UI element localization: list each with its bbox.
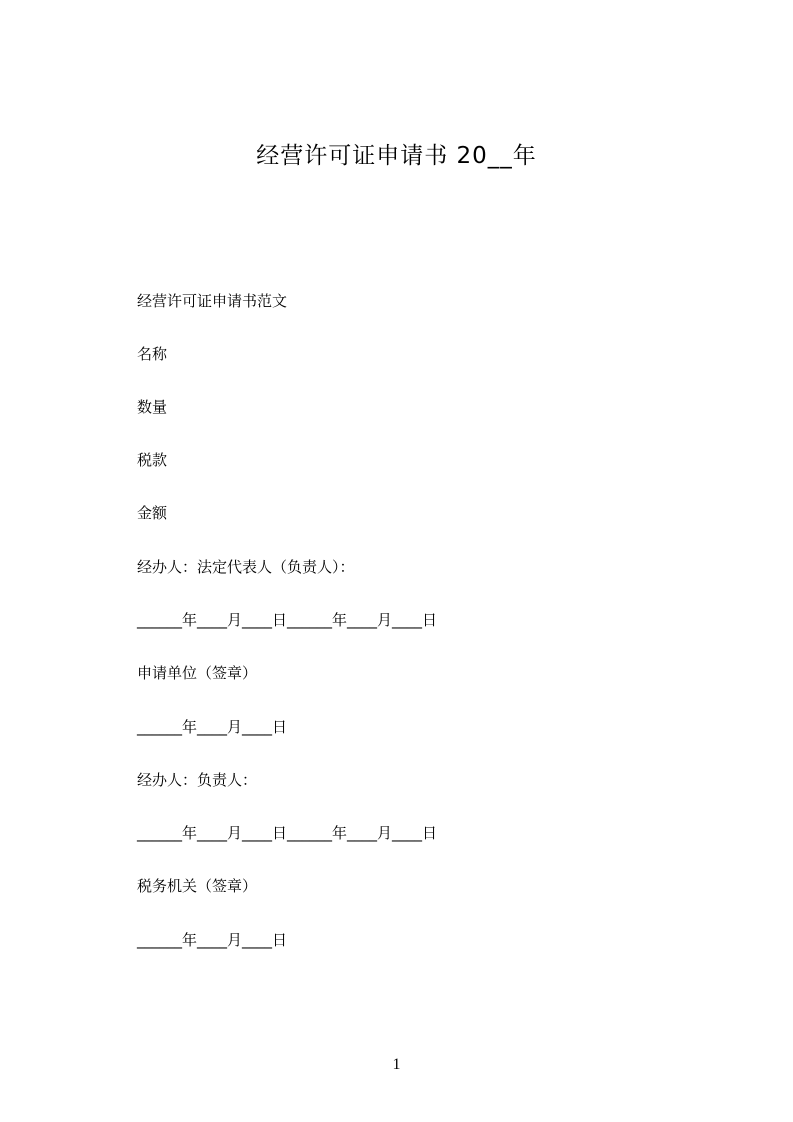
page-number: 1: [392, 1056, 401, 1073]
tax-authority-seal-line: 税务机关（签章）: [137, 877, 258, 895]
date-line-double: ______年____月____日______年____月____日: [137, 824, 438, 842]
applicant-seal-line: 申请单位（签章）: [137, 664, 258, 682]
field-amount-label: 金额: [137, 504, 168, 522]
document-title: 经营许可证申请书 20__年: [256, 143, 537, 169]
field-tax-label: 税款: [137, 451, 168, 469]
field-name-label: 名称: [137, 345, 168, 363]
date-line-single: ______年____月____日: [137, 931, 288, 949]
handler-representative-line: 经办人：法定代表人（负责人）：: [137, 558, 355, 576]
handler-responsible-line: 经办人：负责人：: [137, 771, 258, 789]
subtitle-line: 经营许可证申请书范文: [137, 292, 288, 310]
field-quantity-label: 数量: [137, 398, 168, 416]
date-line-double: ______年____月____日______年____月____日: [137, 611, 438, 629]
date-line-single: ______年____月____日: [137, 718, 288, 736]
